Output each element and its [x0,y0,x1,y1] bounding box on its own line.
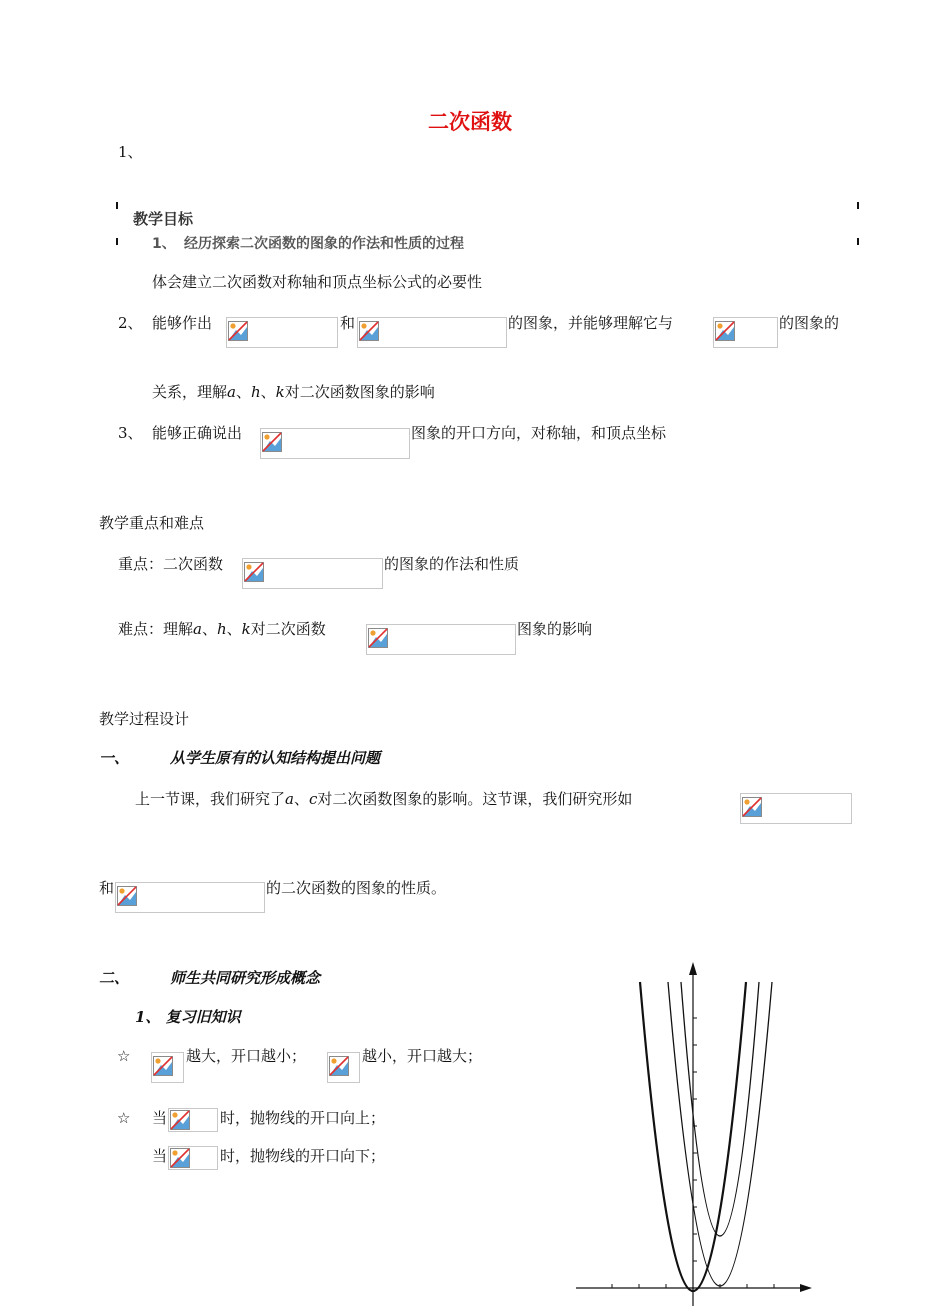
item-3-text-a: 能够正确说出 [152,424,243,442]
parabola-graph [570,958,820,1316]
objectives-heading: 教学目标 [133,210,194,228]
formula-image-placeholder [713,317,778,348]
item-2-continuation [152,382,435,402]
scan-tick-tl [116,202,118,209]
section-heading-keypoints: 教学重点和难点 [99,514,205,532]
item-2-text-b: 和 [340,314,356,332]
sep: 、 [293,790,309,808]
difficulty-text-b: 图象的影响 [517,620,593,638]
text: 对二次函数图象的影响 [284,383,435,401]
formula-image-placeholder [115,882,265,913]
var-a: a [193,620,202,638]
paragraph-1-line-2-a: 和 [99,879,115,897]
parabola-curve-shifted [668,982,772,1286]
section-2-number: 二、 [99,969,130,987]
item-2-number: 2、 [118,314,143,332]
var-k: k [241,620,251,638]
objective-1-text: 经历探索二次函数的图象的作法和性质的过程 [184,236,464,252]
bullet-2-text-b: 时，抛物线的开口向上； [220,1109,386,1127]
bullet-1-text-a: 越大，开口越小； [186,1047,307,1065]
keypoint-text-b: 的图象的作法和性质 [384,555,520,573]
objective-1-number: 1、 [152,236,176,252]
var-h: h [250,383,261,401]
text: 上一节课，我们研究了 [135,790,286,808]
broken-image-icon [742,797,762,817]
formula-image-placeholder [168,1146,218,1170]
bullet-3-text-a: 当 [152,1147,168,1165]
item-2-text-d: 的图象的 [779,314,840,332]
section-1-title: 从学生原有的认知结构提出问题 [170,749,381,767]
sep: 、 [226,620,242,638]
broken-image-icon [368,628,388,648]
section-1-number: 一、 [99,749,130,767]
broken-image-icon [228,321,248,341]
formula-image-placeholder [366,624,516,655]
formula-image-placeholder [357,317,507,348]
paragraph-1-line-2-b: 的二次函数的图象的性质。 [266,879,447,897]
broken-image-icon [329,1056,349,1076]
broken-image-icon [359,321,379,341]
doc-title: 二次函数 [428,109,512,134]
formula-image-placeholder [226,317,338,348]
broken-image-icon [715,321,735,341]
item-2-text-a: 能够作出 [152,314,213,332]
text: 难点：理解 [118,620,194,638]
objective-1-continuation: 体会建立二次函数对称轴和顶点坐标公式的必要性 [152,273,483,291]
scan-tick-br [857,238,859,245]
var-c: c [308,790,318,808]
keypoint-text-a: 重点：二次函数 [118,555,224,573]
scan-tick-tr [857,202,859,209]
item-2-text-c: 的图象，并能够理解它与 [508,314,674,332]
broken-image-icon [153,1056,173,1076]
broken-image-icon [170,1148,190,1168]
text: 对二次函数 [250,620,326,638]
bullet-3-text-b: 时，抛物线的开口向下； [220,1147,386,1165]
difficulty-text-a [118,619,326,639]
item-number-1: 1、 [118,143,143,161]
section-heading-process: 教学过程设计 [99,710,190,728]
sep: 、 [201,620,217,638]
subsection-1-title: 1、 复习旧知识 [135,1008,241,1026]
var-h: h [216,620,227,638]
text: 对二次函数图象的影响。这节课，我们研究形如 [317,790,633,808]
formula-image-placeholder [168,1108,218,1132]
scan-tick-bl [116,238,118,245]
text: 关系，理解 [152,383,228,401]
sep: 、 [235,383,251,401]
star-bullet: ☆ [117,1109,131,1127]
broken-image-icon [117,886,137,906]
formula-image-placeholder [151,1052,184,1083]
y-axis-arrow [689,962,697,975]
formula-image-placeholder [327,1052,360,1083]
var-a: a [285,790,294,808]
bullet-2-text-a: 当 [152,1109,168,1127]
formula-image-placeholder [242,558,383,589]
bullet-1-text-b: 越小，开口越大； [362,1047,483,1065]
item-3-number: 3、 [118,424,143,442]
sep: 、 [260,383,276,401]
star-bullet: ☆ [117,1047,131,1065]
broken-image-icon [244,562,264,582]
var-a: a [227,383,236,401]
var-k: k [275,383,285,401]
x-axis-arrow [800,1284,812,1292]
broken-image-icon [170,1110,190,1130]
broken-image-icon [262,432,282,452]
section-2-title: 师生共同研究形成概念 [170,969,321,987]
formula-image-placeholder [260,428,410,459]
paragraph-1-line-1 [135,789,632,809]
item-3-text-b: 图象的开口方向，对称轴，和顶点坐标 [411,424,667,442]
formula-image-placeholder [740,793,852,824]
